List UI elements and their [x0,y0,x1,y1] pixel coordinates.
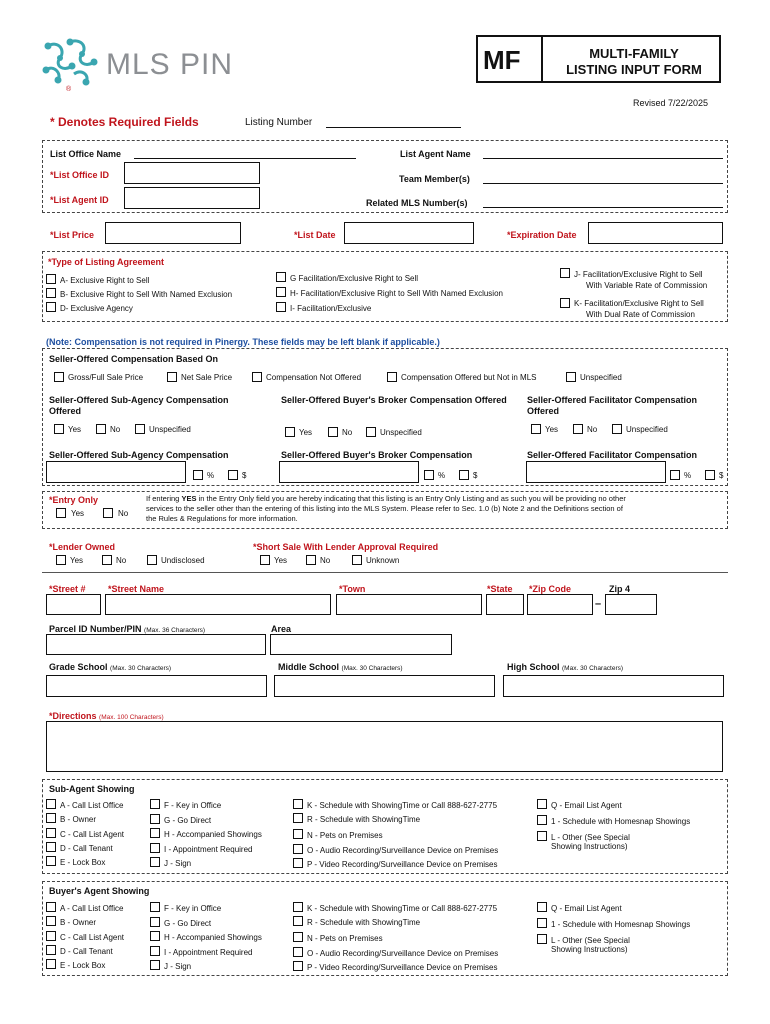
sub-p-checkbox[interactable] [293,858,303,868]
high-school-field[interactable] [503,675,724,697]
buyers-broker-offered-label: Seller-Offered Buyer's Broker Compensation Offered [281,395,507,405]
short-sale-label: *Short Sale With Lender Approval Required [253,542,439,552]
sub-h-label: H - Accompanied Showings [164,830,262,839]
sub-o-checkbox[interactable] [293,844,303,854]
parcel-label-text: Parcel ID Number/PIN [49,624,142,634]
buyers-broker-pct-checkbox[interactable] [424,470,434,480]
facilitator-yes-checkbox[interactable] [531,424,541,434]
list-agent-name-field[interactable] [483,158,723,159]
facilitator-pct-checkbox[interactable] [670,470,680,480]
buyer-b-checkbox[interactable] [46,916,56,926]
comp-based-on-title: Seller-Offered Compensation Based On [49,354,219,364]
sub-q-label: Q - Email List Agent [551,801,622,810]
parcel-label [49,624,205,634]
agreement-k-checkbox[interactable] [560,298,570,308]
entry-only-yes-label: Yes [71,509,85,518]
sub-l-checkbox[interactable] [537,831,547,841]
agreement-i-label: I- Facilitation/Exclusive [290,304,372,313]
list-date-label: *List Date [294,230,336,240]
buyers-broker-pct-label: % [438,471,446,480]
sub-agency-dollar-checkbox[interactable] [228,470,238,480]
expiration-date-label: *Expiration Date [507,230,577,240]
street-name-label: *Street Name [108,584,165,594]
list-price-label: *List Price [50,230,95,240]
form-code: MF [483,45,521,75]
buyer-k-label: K - Schedule with ShowingTime or Call 888-627-2775 [307,904,498,913]
facilitator-unspecified-label: Unspecified [626,425,668,434]
buyer-p-checkbox[interactable] [293,961,303,971]
list-price-field[interactable] [105,222,241,244]
sub-agency-comp-field[interactable] [46,461,186,483]
listing-number-field[interactable] [326,127,461,128]
list-office-id-field[interactable] [124,162,260,184]
entry-only-text-2: services to the seller other than the entering of this listing into the MLS System. Please refer to Sec. 1.0 (b) Note 2 and the Definitions section of [146,504,623,513]
list-agent-id-label: *List Agent ID [50,195,109,205]
sub-agency-no-label: No [110,425,121,434]
based-on-gross-checkbox[interactable] [54,372,64,382]
buyer-n-label: N - Pets on Premises [307,934,383,943]
form-title-line-1: MULTI-FAMILY [589,46,679,61]
buyers-broker-comp-label: Seller-Offered Buyer's Broker Compensation [281,450,473,460]
buyer-r-checkbox[interactable] [293,916,303,926]
related-mls-label: Related MLS Number(s) [366,198,468,208]
buyer-g-label: G - Go Direct [164,919,212,928]
entry-only-text-rest: in the Entry Only field you are hereby indicating that this listing is an Entry Only Listing and as such you will be providing no other [196,494,626,503]
list-agent-name-label: List Agent Name [400,149,471,159]
agreement-g-checkbox[interactable] [276,272,286,282]
agreement-a-label: A- Exclusive Right to Sell [60,276,150,285]
buyer-i-label: I - Appointment Required [164,948,253,957]
facilitator-yes-label: Yes [545,425,559,434]
entry-only-no-checkbox[interactable] [103,508,113,518]
sub-c-label: C - Call List Agent [60,830,125,839]
facilitator-pct-label: % [684,471,692,480]
team-members-label: Team Member(s) [399,174,470,184]
entry-only-no-label: No [118,509,129,518]
town-label: *Town [339,584,366,594]
lender-owned-label: *Lender Owned [49,542,116,552]
sub-g-label: G - Go Direct [164,816,212,825]
based-on-unspecified-label: Unspecified [580,373,622,382]
agreement-k-label-1: K- Facilitation/Exclusive Right to Sell [574,299,704,308]
sub-g-checkbox[interactable] [150,814,160,824]
sub-p-label: P - Video Recording/Surveillance Device on Premises [307,860,498,869]
sub-d-checkbox[interactable] [46,842,56,852]
buyer-e-checkbox[interactable] [46,959,56,969]
facilitator-comp-field[interactable] [526,461,666,483]
facilitator-dollar-label: $ [719,471,724,480]
short-sale-yes-checkbox[interactable] [260,555,270,565]
sub-agency-yes-checkbox[interactable] [54,424,64,434]
sub-agency-no-checkbox[interactable] [96,424,106,434]
based-on-not-in-mls-label: Compensation Offered but Not in MLS [401,373,537,382]
sub-k-label: K - Schedule with ShowingTime or Call 888-627-2775 [307,801,498,810]
buyer-l-label-2: Showing Instructions) [551,945,628,954]
sub-agency-unspecified-label: Unspecified [149,425,191,434]
buyers-broker-comp-field[interactable] [279,461,419,483]
buyer-p-label: P - Video Recording/Surveillance Device on Premises [307,963,498,972]
sub-n-checkbox[interactable] [293,829,303,839]
buyers-broker-no-label: No [342,428,353,437]
zip-code-label: *Zip Code [529,584,571,594]
based-on-gross-label: Gross/Full Sale Price [68,373,144,382]
facilitator-offered-label: Seller-Offered Facilitator Compensation Offered [527,395,698,416]
lender-no-label: No [116,556,127,565]
entry-only-yes-checkbox[interactable] [56,508,66,518]
buyer-d-checkbox[interactable] [46,945,56,955]
buyers-broker-unspecified-label: Unspecified [380,428,422,437]
buyer-l-label-1: L - Other (See Special [551,936,630,945]
zip4-field[interactable] [605,594,657,615]
buyer-homesnap-checkbox[interactable] [537,918,547,928]
agreement-j-label-2: With Variable Rate of Commission [586,281,708,290]
based-on-not-in-mls-checkbox[interactable] [387,372,397,382]
facilitator-unspecified-checkbox[interactable] [612,424,622,434]
directions-label-text: *Directions [49,711,97,721]
sub-r-label: R - Schedule with ShowingTime [307,815,421,824]
middle-school-label [278,662,403,672]
sub-e-checkbox[interactable] [46,856,56,866]
town-field[interactable] [336,594,482,615]
agreement-d-checkbox[interactable] [46,302,56,312]
sub-n-label: N - Pets on Premises [307,831,383,840]
buyers-broker-yes-label: Yes [299,428,313,437]
required-fields-note: * Denotes Required Fields [50,115,199,129]
buyers-broker-dollar-label: $ [473,471,478,480]
sub-agency-unspecified-checkbox[interactable] [135,424,145,434]
team-members-field[interactable] [483,183,723,184]
sub-f-checkbox[interactable] [150,799,160,809]
sub-a-label: A - Call List Office [60,801,124,810]
list-office-name-field[interactable] [134,158,356,159]
short-sale-unknown-checkbox[interactable] [352,555,362,565]
agreement-g-label: G Facilitation/Exclusive Right to Sell [290,274,419,283]
listing-number-label: Listing Number [245,117,313,128]
based-on-unspecified-checkbox[interactable] [566,372,576,382]
high-school-label [507,662,623,672]
buyers-broker-unspecified-checkbox[interactable] [366,427,376,437]
list-date-field[interactable] [344,222,474,244]
buyer-agent-showing-title: Buyer's Agent Showing [49,886,150,896]
entry-only-title: *Entry Only [49,495,99,505]
street-number-label: *Street # [49,584,86,594]
lender-no-checkbox[interactable] [102,555,112,565]
facilitator-comp-label: Seller-Offered Facilitator Compensation [527,450,698,460]
buyer-j-label: J - Sign [164,962,192,971]
compensation-note: (Note: Compensation is not required in Pinergy. These fields may be left blank if applicable.) [46,337,440,347]
high-school-label-text: High School [507,662,560,672]
area-label: Area [271,624,292,634]
sub-agency-pct-label: % [207,471,215,480]
street-name-field[interactable] [105,594,331,615]
buyer-q-checkbox[interactable] [537,902,547,912]
buyer-n-checkbox[interactable] [293,932,303,942]
expiration-date-field[interactable] [588,222,723,244]
middle-school-field[interactable] [274,675,495,697]
buyer-f-checkbox[interactable] [150,902,160,912]
parcel-max: (Max. 36 Characters) [144,627,206,634]
area-field[interactable] [270,634,452,655]
state-label: *State [487,584,513,594]
buyer-q-label: Q - Email List Agent [551,904,622,913]
sub-o-label: O - Audio Recording/Surveillance Device on Premises [307,846,499,855]
short-sale-no-checkbox[interactable] [306,555,316,565]
buyer-a-label: A - Call List Office [60,904,124,913]
middle-school-max: (Max. 30 Characters) [341,665,403,672]
agreement-j-checkbox[interactable] [560,268,570,278]
entry-only-text-1 [146,494,626,503]
directions-field[interactable] [46,721,723,772]
agreement-k-label-2: With Dual Rate of Commission [586,310,695,319]
sub-b-checkbox[interactable] [46,813,56,823]
based-on-not-offered-label: Compensation Not Offered [266,373,362,382]
sub-c-checkbox[interactable] [46,828,56,838]
list-office-id-label: *List Office ID [50,170,110,180]
sub-agency-dollar-label: $ [242,471,247,480]
revised-date: Revised 7/22/2025 [633,98,709,108]
grade-school-max: (Max. 30 Characters) [110,665,172,672]
buyer-h-label: H - Accompanied Showings [164,933,262,942]
based-on-net-label: Net Sale Price [181,373,233,382]
facilitator-dollar-checkbox[interactable] [705,470,715,480]
lender-yes-label: Yes [70,556,84,565]
sub-h-checkbox[interactable] [150,828,160,838]
sub-l-label-1: L - Other (See Special [551,833,630,842]
sub-agency-comp-label: Seller-Offered Sub-Agency Compensation [49,450,229,460]
sub-agency-offered-label: Seller-Offered Sub-Agency Compensation Offered [49,395,229,416]
buyer-homesnap-label: 1 - Schedule with Homesnap Showings [551,920,691,929]
agreement-h-label: H- Facilitation/Exclusive Right to Sell With Named Exclusion [290,289,503,298]
sub-j-label: J - Sign [164,859,192,868]
sub-r-checkbox[interactable] [293,813,303,823]
high-school-max: (Max. 30 Characters) [562,665,624,672]
short-sale-no-label: No [320,556,331,565]
directions-max: (Max. 100 Characters) [99,714,164,721]
sub-homesnap-label: 1 - Schedule with Homesnap Showings [551,817,691,826]
grade-school-label [49,662,171,672]
sub-agency-pct-checkbox[interactable] [193,470,203,480]
buyer-c-label: C - Call List Agent [60,933,125,942]
short-sale-unknown-label: Unknown [366,556,400,565]
entry-only-text-yes: YES [181,494,197,503]
agreement-j-label-1: J- Facilitation/Exclusive Right to Sell [574,270,703,279]
related-mls-field[interactable] [483,207,723,208]
agreement-title: *Type of Listing Agreement [48,257,165,267]
list-agent-id-field[interactable] [124,187,260,209]
buyer-o-label: O - Audio Recording/Surveillance Device on Premises [307,949,499,958]
buyer-g-checkbox[interactable] [150,917,160,927]
form-title-line-2: LISTING INPUT FORM [566,62,702,77]
short-sale-yes-label: Yes [274,556,288,565]
directions-label [49,711,164,721]
based-on-not-offered-checkbox[interactable] [252,372,262,382]
sub-e-label: E - Lock Box [60,858,106,867]
entry-only-text-3: the Rules & Regulations for more information. [146,514,298,523]
agreement-i-checkbox[interactable] [276,302,286,312]
logo-registered: ® [66,86,72,93]
sub-b-label: B - Owner [60,815,97,824]
buyers-broker-no-checkbox[interactable] [328,427,338,437]
agreement-a-checkbox[interactable] [46,274,56,284]
lender-yes-checkbox[interactable] [56,555,66,565]
sub-agent-showing-title: Sub-Agent Showing [49,784,135,794]
mls-pin-logo-mark [40,36,102,88]
sub-f-label: F - Key in Office [164,801,222,810]
agreement-h-checkbox[interactable] [276,287,286,297]
agreement-b-checkbox[interactable] [46,288,56,298]
form-title-divider [541,35,543,83]
buyer-j-checkbox[interactable] [150,960,160,970]
sub-q-checkbox[interactable] [537,799,547,809]
buyer-f-label: F - Key in Office [164,904,222,913]
zip-dash: – [595,598,602,610]
buyer-o-checkbox[interactable] [293,947,303,957]
sub-homesnap-checkbox[interactable] [537,815,547,825]
sub-d-label: D - Call Tenant [60,844,113,853]
buyer-r-label: R - Schedule with ShowingTime [307,918,421,927]
agreement-b-label: B- Exclusive Right to Sell With Named Exclusion [60,290,233,299]
buyer-c-checkbox[interactable] [46,931,56,941]
buyers-broker-dollar-checkbox[interactable] [459,470,469,480]
buyer-i-checkbox[interactable] [150,946,160,956]
lender-undisclosed-label: Undisclosed [161,556,205,565]
sub-a-checkbox[interactable] [46,799,56,809]
agreement-d-label: D- Exclusive Agency [60,304,133,313]
sub-i-label: I - Appointment Required [164,845,253,854]
sub-i-checkbox[interactable] [150,843,160,853]
middle-school-label-text: Middle School [278,662,340,672]
sub-l-label-2: Showing Instructions) [551,842,628,851]
sub-k-checkbox[interactable] [293,799,303,809]
buyer-a-checkbox[interactable] [46,902,56,912]
parcel-field[interactable] [46,634,266,655]
sub-agency-yes-label: Yes [68,425,82,434]
logo-text: MLS PIN [106,48,234,81]
buyer-e-label: E - Lock Box [60,961,106,970]
buyer-d-label: D - Call Tenant [60,947,113,956]
facilitator-no-label: No [587,425,598,434]
lender-undisclosed-checkbox[interactable] [147,555,157,565]
zip4-label: Zip 4 [609,584,631,594]
grade-school-field[interactable] [46,675,267,697]
sub-j-checkbox[interactable] [150,857,160,867]
buyer-h-checkbox[interactable] [150,931,160,941]
based-on-net-checkbox[interactable] [167,372,177,382]
street-number-field[interactable] [46,594,101,615]
state-field[interactable] [486,594,524,615]
buyer-l-checkbox[interactable] [537,934,547,944]
buyer-k-checkbox[interactable] [293,902,303,912]
buyer-b-label: B - Owner [60,918,97,927]
grade-school-label-text: Grade School [49,662,108,672]
entry-only-text-prefix: If entering [146,494,182,503]
zip-code-field[interactable] [527,594,593,615]
address-divider [42,572,728,573]
buyers-broker-yes-checkbox[interactable] [285,427,295,437]
list-office-name-label: List Office Name [50,149,122,159]
facilitator-no-checkbox[interactable] [573,424,583,434]
